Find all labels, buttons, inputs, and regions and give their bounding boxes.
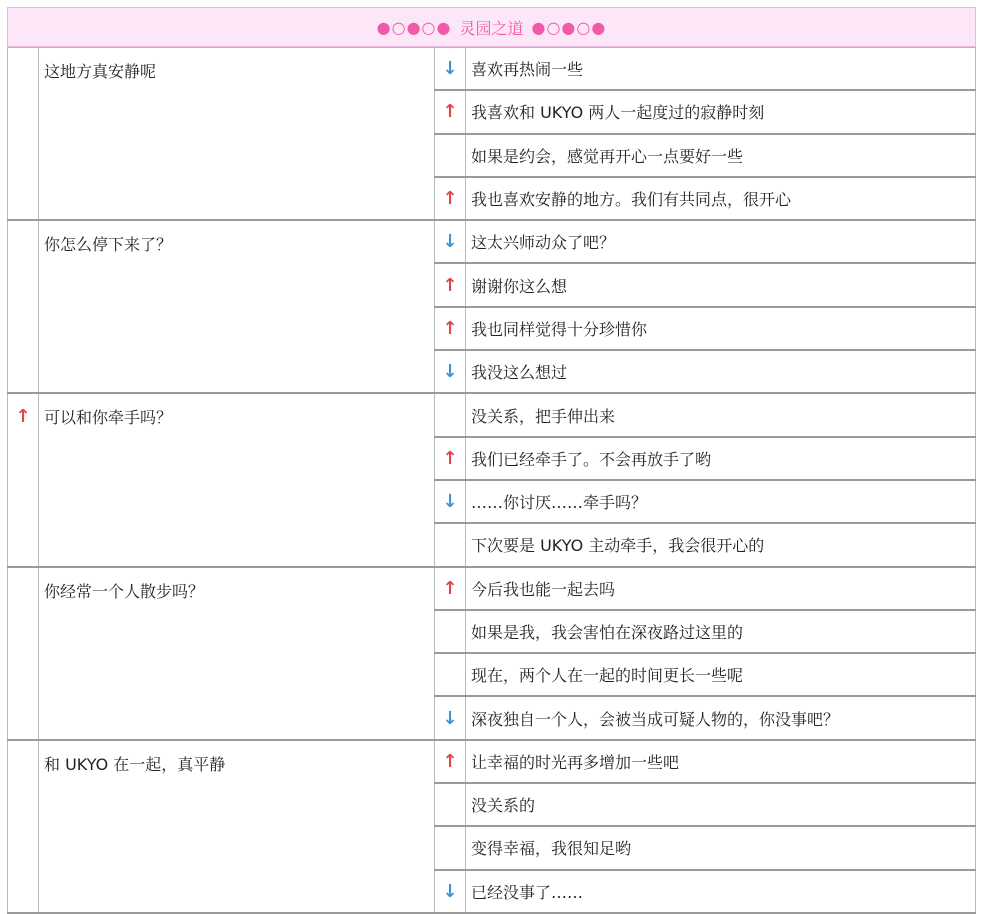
answer-arrow-cell	[435, 393, 466, 436]
answer-text: 让幸福的时光再多增加一些吧	[466, 740, 976, 783]
question-text: 这地方真安静呢	[39, 48, 435, 221]
answer-arrow-cell	[435, 740, 466, 783]
answer-text: 谢谢你这么想	[466, 263, 976, 306]
table-header	[7, 7, 976, 47]
answer-text: ……你讨厌……牵手吗？	[466, 480, 976, 523]
answer-up-arrow-icon: ↑	[442, 274, 458, 296]
question-text: 你怎么停下来了？	[39, 220, 435, 393]
dialogue-guide	[7, 7, 976, 914]
answer-arrow-cell	[435, 90, 466, 133]
table-row	[8, 740, 976, 783]
answer-down-arrow-icon: ↓	[442, 231, 458, 253]
answer-down-arrow-icon: ↓	[442, 361, 458, 383]
answer-down-arrow-icon: ↓	[442, 707, 458, 729]
question-text: 和 UKYO 在一起，真平静	[39, 740, 435, 913]
answer-text: 我没这么想过	[466, 350, 976, 393]
decorative-dots-right: ●○●○●	[531, 17, 607, 37]
table-row	[8, 393, 976, 436]
answer-up-arrow-icon: ↑	[442, 447, 458, 469]
answer-arrow-cell	[435, 783, 466, 826]
answer-text: 今后我也能一起去吗	[466, 567, 976, 610]
answer-up-arrow-icon: ↑	[442, 750, 458, 772]
answer-text: 喜欢再热闹一些	[466, 48, 976, 91]
answer-text: 深夜独自一个人，会被当成可疑人物的，你没事吧？	[466, 696, 976, 739]
answer-text: 下次要是 UKYO 主动牵手，我会很开心的	[466, 523, 976, 566]
answer-up-arrow-icon: ↑	[442, 188, 458, 210]
decorative-dots-left: ●○●○●	[376, 17, 452, 37]
answer-arrow-cell	[435, 870, 466, 913]
answer-arrow-cell	[435, 220, 466, 263]
answer-up-arrow-icon: ↑	[442, 101, 458, 123]
answer-arrow-cell	[435, 826, 466, 869]
answer-arrow-cell	[435, 177, 466, 220]
answer-arrow-cell	[435, 48, 466, 91]
question-arrow-cell	[8, 220, 39, 393]
answer-text: 如果是我，我会害怕在深夜路过这里的	[466, 610, 976, 653]
answer-text: 没关系的	[466, 783, 976, 826]
table-row	[8, 220, 976, 263]
header-title: 灵园之道	[459, 18, 524, 38]
answer-arrow-cell	[435, 567, 466, 610]
question-text: 你经常一个人散步吗？	[39, 567, 435, 740]
answer-arrow-cell	[435, 134, 466, 177]
answer-text: 现在，两个人在一起的时间更长一些呢	[466, 653, 976, 696]
dialogue-table-body	[8, 48, 976, 913]
answer-down-arrow-icon: ↓	[442, 58, 458, 80]
answer-text: 没关系，把手伸出来	[466, 393, 976, 436]
answer-arrow-cell	[435, 350, 466, 393]
answer-text: 我也同样觉得十分珍惜你	[466, 307, 976, 350]
table-row	[8, 567, 976, 610]
answer-arrow-cell	[435, 523, 466, 566]
answer-arrow-cell	[435, 263, 466, 306]
question-arrow-cell	[8, 48, 39, 221]
question-arrow-cell	[8, 567, 39, 740]
answer-text: 这太兴师动众了吧？	[466, 220, 976, 263]
answer-text: 我喜欢和 UKYO 两人一起度过的寂静时刻	[466, 90, 976, 133]
answer-arrow-cell	[435, 610, 466, 653]
answer-up-arrow-icon: ↑	[442, 317, 458, 339]
question-arrow-cell	[8, 740, 39, 913]
answer-down-arrow-icon: ↓	[442, 880, 458, 902]
answer-text: 已经没事了……	[466, 870, 976, 913]
dialogue-table	[7, 47, 976, 914]
answer-text: 变得幸福，我很知足哟	[466, 826, 976, 869]
answer-arrow-cell	[435, 480, 466, 523]
question-up-arrow-icon: ↑	[15, 406, 31, 428]
question-arrow-cell	[8, 393, 39, 566]
answer-text: 我也喜欢安静的地方。我们有共同点，很开心	[466, 177, 976, 220]
answer-down-arrow-icon: ↓	[442, 491, 458, 513]
question-text: 可以和你牵手吗？	[39, 393, 435, 566]
answer-up-arrow-icon: ↑	[442, 577, 458, 599]
answer-text: 如果是约会，感觉再开心一点要好一些	[466, 134, 976, 177]
answer-arrow-cell	[435, 437, 466, 480]
answer-arrow-cell	[435, 653, 466, 696]
answer-arrow-cell	[435, 696, 466, 739]
answer-text: 我们已经牵手了。不会再放手了哟	[466, 437, 976, 480]
table-row	[8, 48, 976, 91]
answer-arrow-cell	[435, 307, 466, 350]
